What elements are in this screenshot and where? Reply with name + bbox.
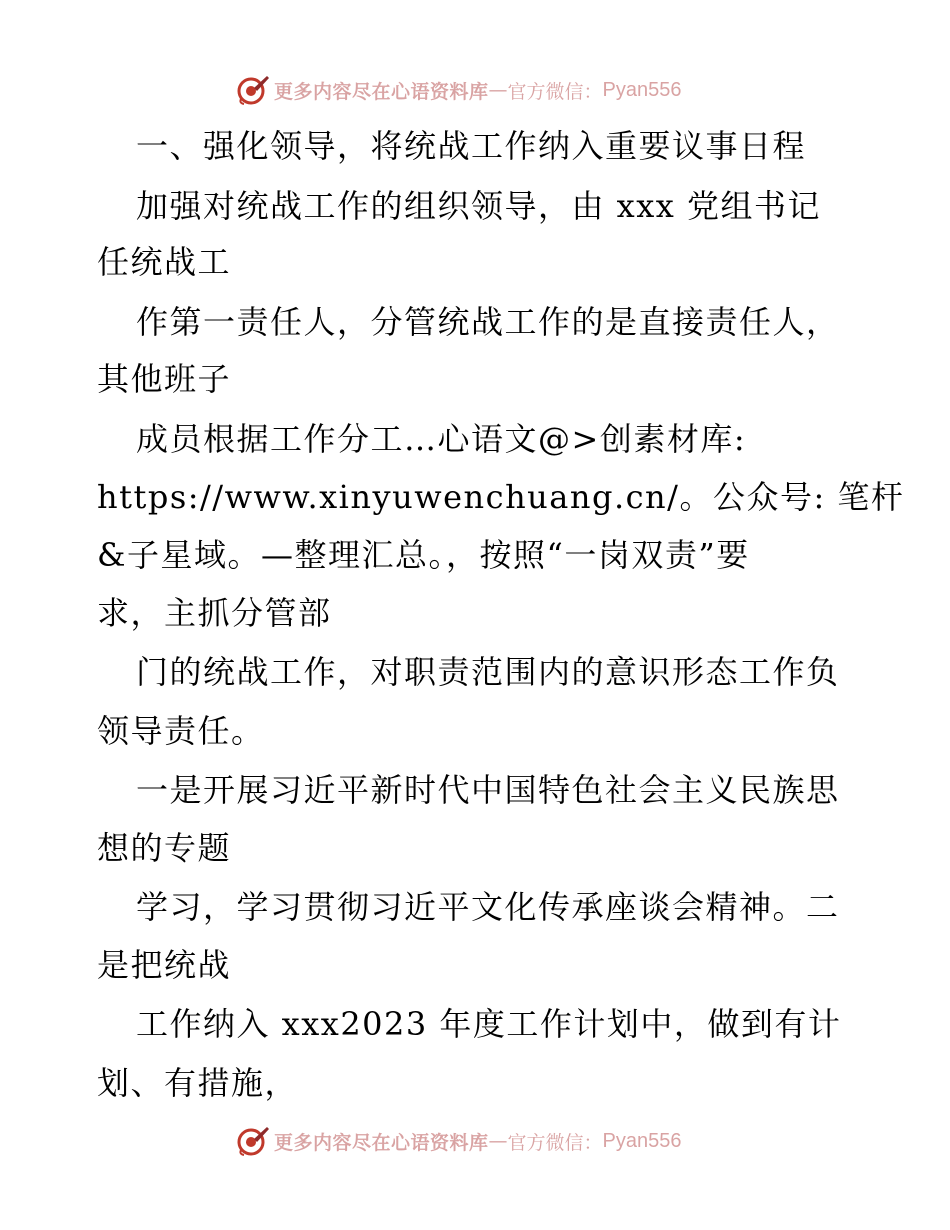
paragraph-line: 求，主抓分管部: [97, 594, 332, 632]
watermark-brand-text: 更多内容尽在心语资料库: [274, 1131, 489, 1154]
watermark-suffix: 官方微信：: [507, 80, 603, 103]
paragraph-line: 作第一责任人，分管统战工作的是直接责任人，: [136, 303, 840, 341]
watermark-header: [236, 72, 682, 108]
watermark-dash: —: [488, 1130, 508, 1152]
watermark-footer: [236, 1123, 682, 1159]
section-heading: 一、强化领导，将统战工作纳入重要议事日程: [136, 127, 807, 165]
paragraph-line: 领导责任。: [97, 712, 265, 750]
watermark-brand-text: 更多内容尽在心语资料库: [274, 80, 489, 103]
paragraph-line: 是把统战: [97, 946, 232, 984]
paragraph-line: https://www.xinyuwenchuang.cn/。公众号: 笔杆: [97, 478, 905, 516]
paragraph-line: 加强对统战工作的组织领导，由 xxx 党组书记: [136, 187, 821, 225]
paragraph-line: &子星域。—整理汇总。，按照“一岗双责”要: [97, 536, 750, 574]
paragraph-line: 工作纳入 xxx2023 年度工作计划中，做到有计: [136, 1005, 842, 1043]
paragraph-line: 划、有措施，: [97, 1064, 299, 1102]
watermark-id: Pyan556: [602, 1129, 682, 1152]
pen-circle-logo-icon: [236, 1124, 270, 1158]
paragraph-line: 门的统战工作，对职责范围内的意识形态工作负: [136, 653, 840, 691]
watermark-suffix: 官方微信：: [507, 1131, 603, 1154]
paragraph-line: 任统战工: [97, 243, 232, 281]
paragraph-line: 学习，学习贯彻习近平文化传承座谈会精神。二: [136, 888, 840, 926]
watermark-id: Pyan556: [602, 78, 682, 101]
paragraph-line: 其他班子: [97, 360, 232, 398]
paragraph-line: 想的专题: [97, 829, 232, 867]
paragraph-line: 一是开展习近平新时代中国特色社会主义民族思: [136, 771, 840, 809]
pen-circle-logo-icon: [236, 73, 270, 107]
paragraph-line: 成员根据工作分工…心语文@>创素材库:: [136, 420, 747, 458]
watermark-dash: —: [488, 79, 508, 101]
